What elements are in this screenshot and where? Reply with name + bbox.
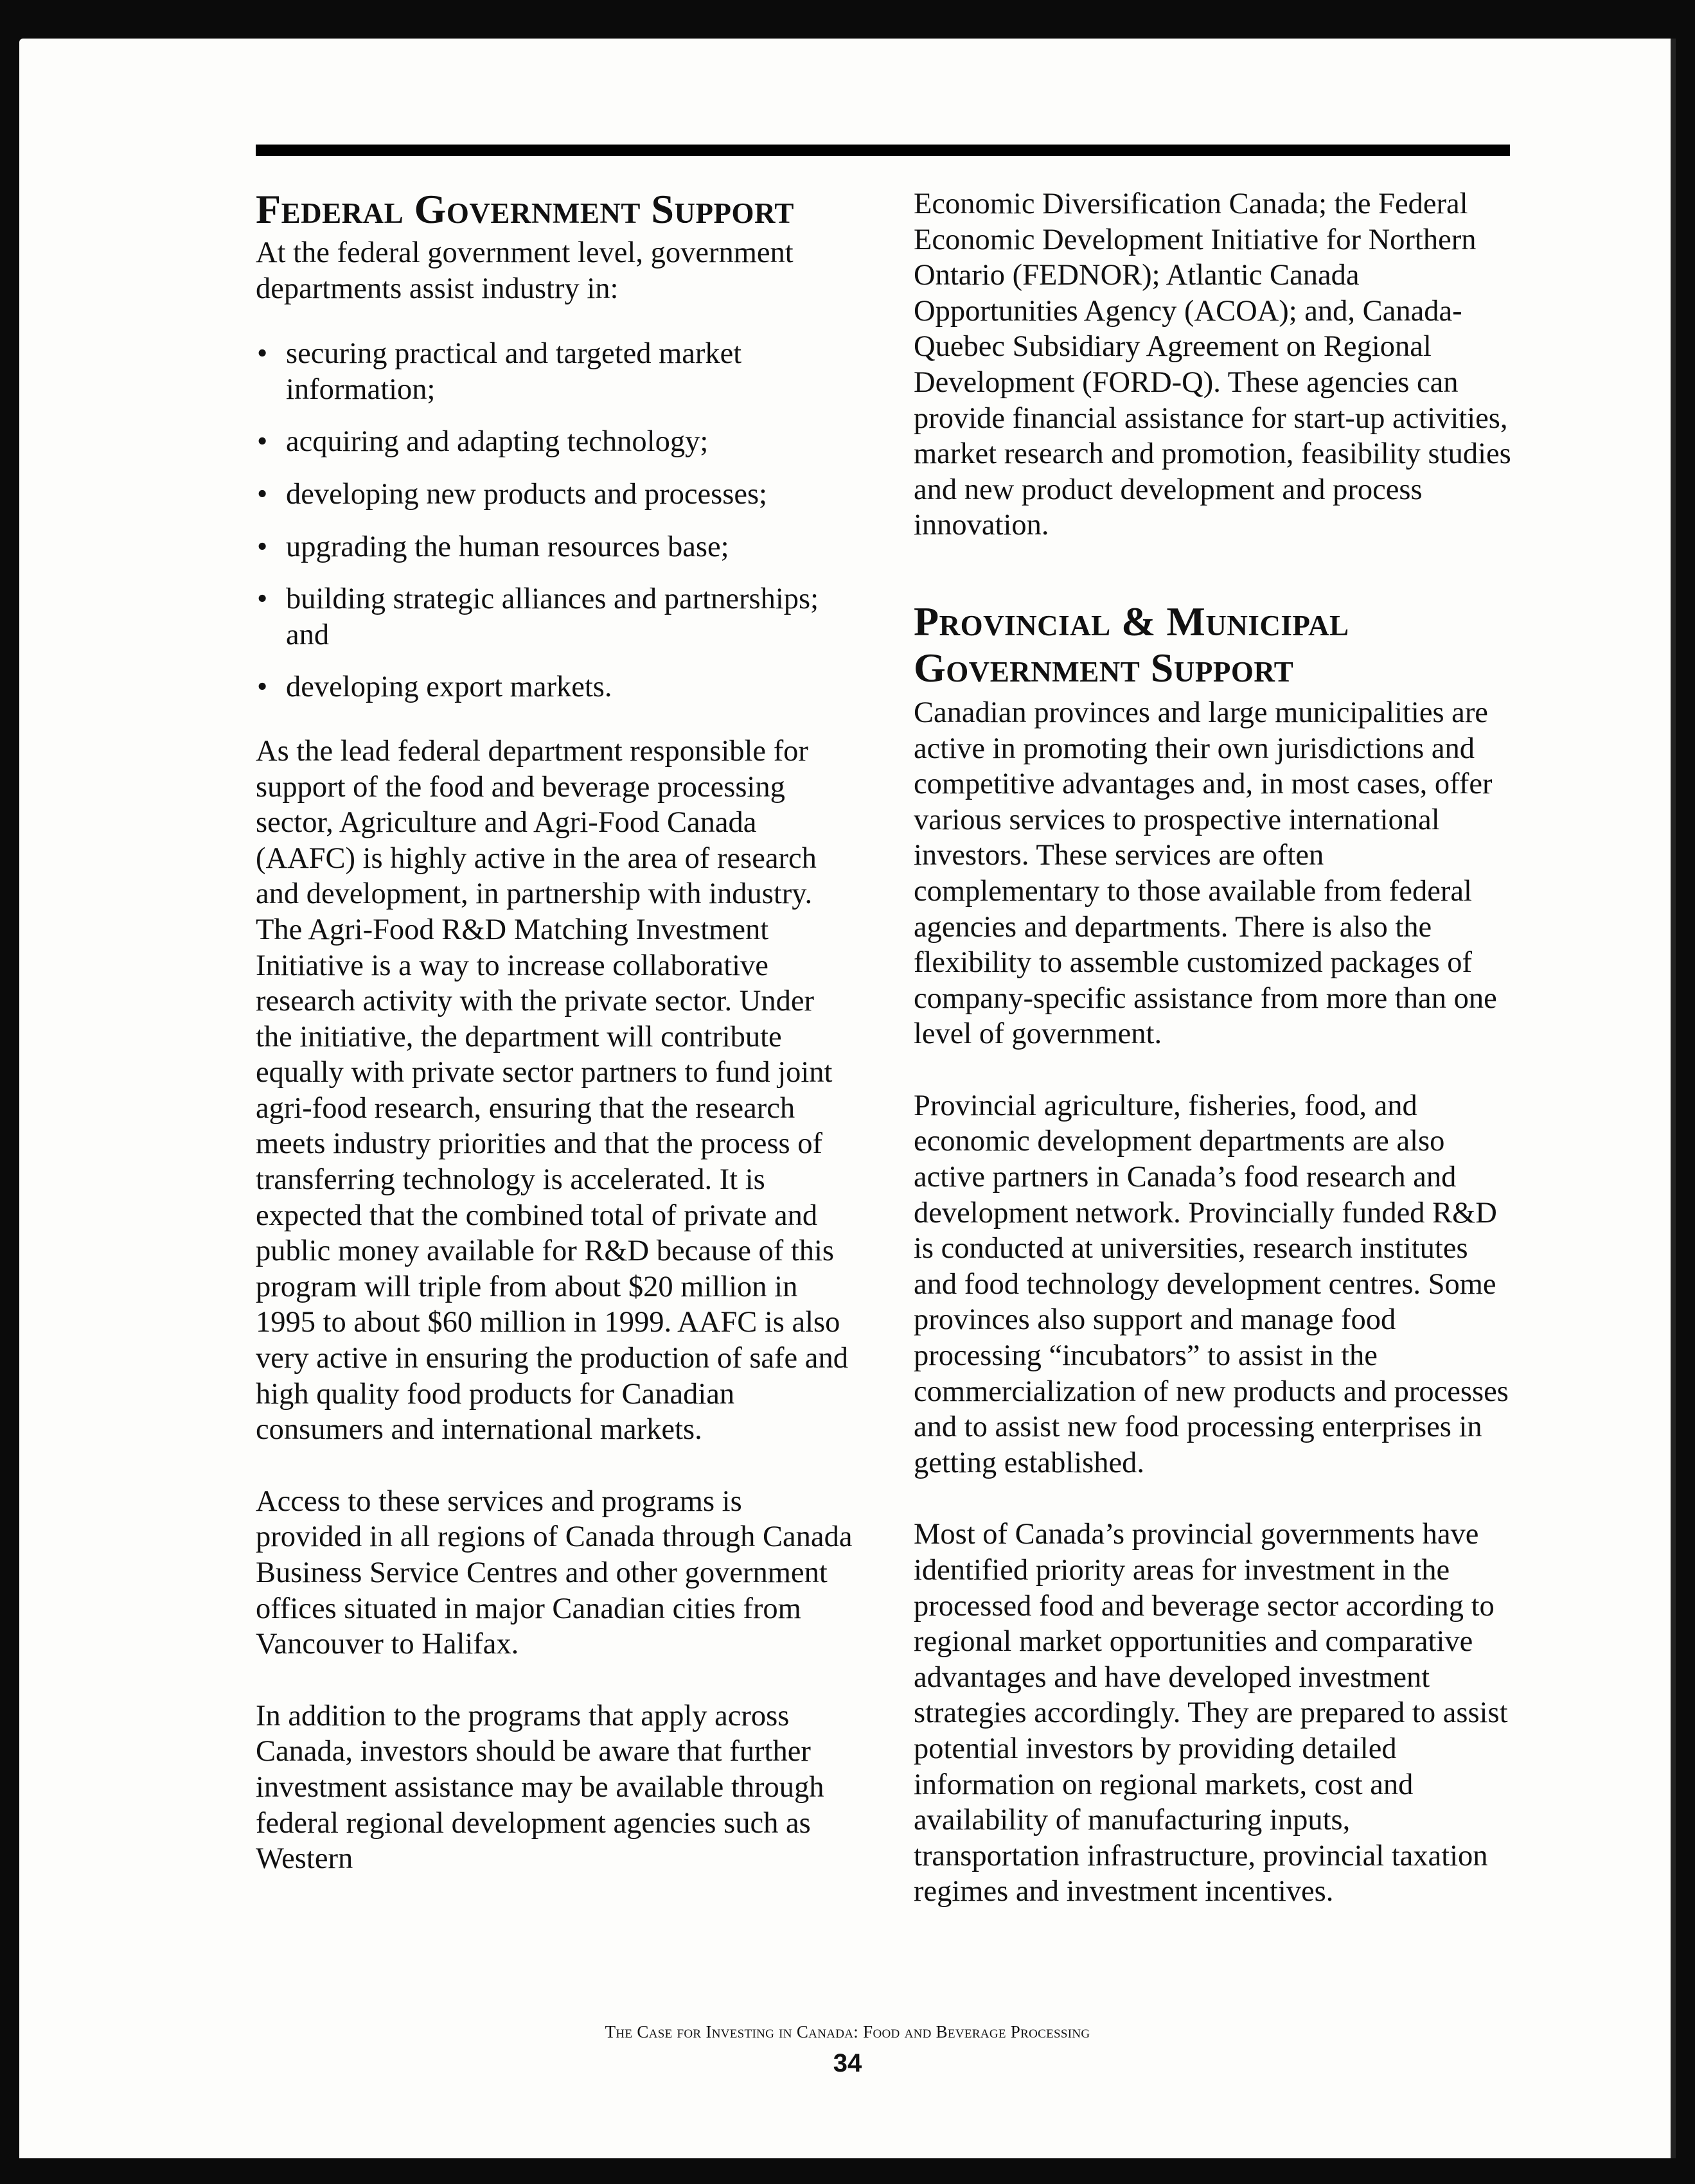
right-column (914, 186, 1511, 1946)
federal-support-heading: Federal Government Support (256, 186, 794, 232)
aafc-paragraph: As the lead federal department responsible for support of the food and beverage processing sector, Agriculture and Agri-Food Canada (AAFC) is highly active in the area of research and development, in partnership with industry. The Agri-Food R&D Matching Investment Initiative is a way to increase collaborative research activity with the private sector. Under the initiative, the department will contribute equally with private sector partners to fund joint agri-food research, ensuring that the research meets industry priorities and that the process of transferring technology is accelerated. It is expected that the combined total of private and public money available for R&D because of this program will triple from about $20 million in 1995 to about $60 million in 1999. AAFC is also very active in ensuring the production of safe and high quality food products for Canadian consumers and international markets. (256, 734, 848, 1447)
provincial-departments-paragraph: Provincial agriculture, fisheries, food, and economic development departments are also active partners in Canada’s food research and development network. Provincially funded R&D is conducted at universities, research institutes and food technology development centres. Some provinces also support and manage food processing “incubators” to assist in the commercialization of new products and processes and to assist new food processing enterprises in getting established. (914, 1089, 1509, 1479)
list-item: • building strategic alliances and partnerships; and (256, 581, 853, 653)
list-item: • developing new products and processes; (256, 477, 853, 513)
header-rule (256, 145, 1510, 156)
list-item: • securing practical and targeted market information; (256, 336, 853, 407)
provincial-support-heading: Provincial & Municipal Government Support (914, 598, 1349, 691)
priority-areas-paragraph: Most of Canada’s provincial governments have identified priority areas for investment in the processed food and beverage sector according to regional market opportunities and comparative advantages and have developed investment strategies accordingly. They are prepared to assist potential investors by providing detailed information on regional markets, cost and availability of manufacturing inputs, transportation infrastructure, provincial taxation regimes and investment incentives. (914, 1518, 1508, 1908)
list-item: • upgrading the human resources base; (256, 529, 853, 565)
page-number: 34 (833, 2049, 862, 2077)
federal-intro: At the federal government level, government departments assist industry in: (256, 236, 794, 305)
list-item: • developing export markets. (256, 669, 853, 705)
footer-publication-title: The Case for Investing in Canada: Food and Beverage Processing (605, 2022, 1090, 2041)
page-edge-shadow (1671, 39, 1676, 2158)
provinces-paragraph: Canadian provinces and large municipalities are active in promoting their own jurisdictions and competitive advantages and, in most cases, offer various services to prospective international investors. These services are often complementary to those available from federal agencies and departments. There is also the flexibility to assemble customized packages of company-specific assistance from more than one level of government. (914, 696, 1497, 1051)
access-paragraph: Access to these services and programs is provided in all regions of Canada through Canada Business Service Centres and other government offices situated in major Canadian cities from Vancouver to Halifax. (256, 1484, 853, 1661)
left-column (256, 186, 853, 1913)
list-item: • acquiring and adapting technology; (256, 424, 853, 460)
agencies-continuation-paragraph: Economic Diversification Canada; the Federal Economic Development Initiative for Northern Ontario (FEDNOR); Atlantic Canada Opportunities Agency (ACOA); and, Canada-Quebec Subsidiary Agreement on Regional Development (FORD-Q). These agencies can provide financial assistance for start-up activities, market research and promotion, feasibility studies and new product development and process innovation. (914, 188, 1511, 542)
regional-agencies-paragraph: In addition to the programs that apply across Canada, investors should be aware that further investment assistance may be available through federal regional development agencies such as Western (256, 1699, 824, 1876)
federal-assistance-list (256, 336, 853, 705)
